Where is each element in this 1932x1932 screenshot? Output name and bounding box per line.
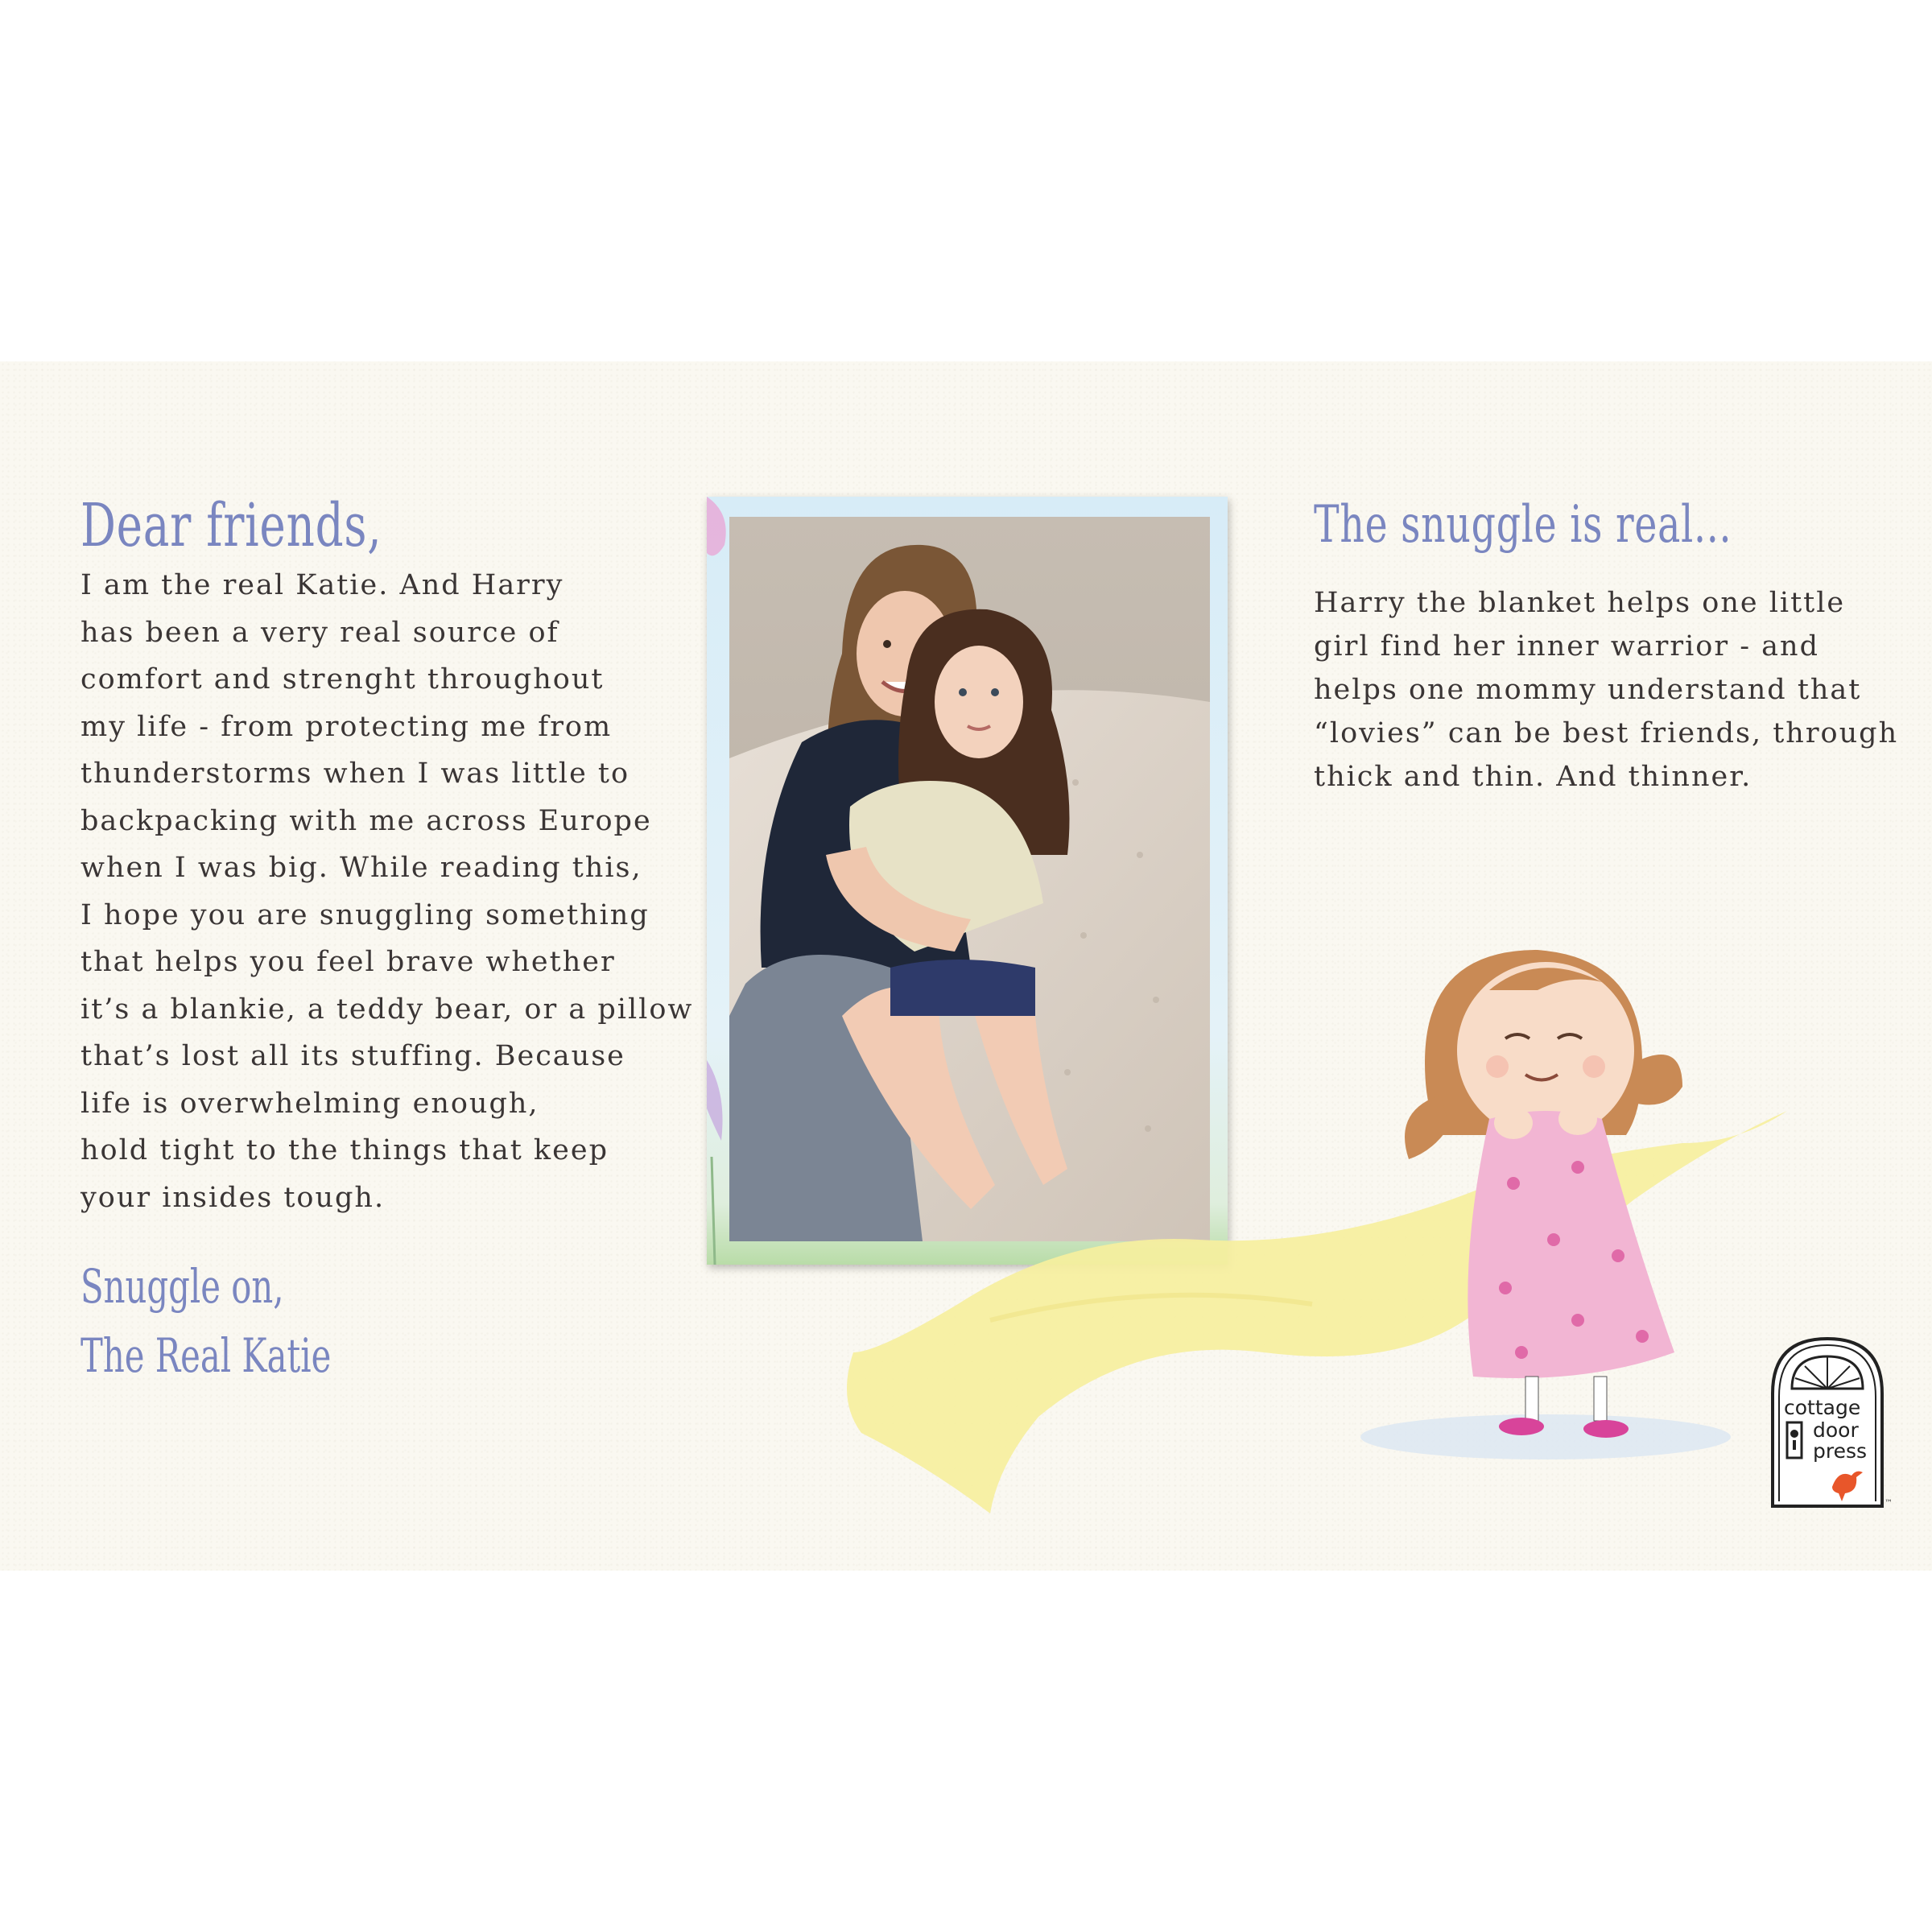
letter-line: comfort and strenght throughout <box>80 663 605 696</box>
letter-line: when I was big. While reading this, <box>80 852 642 884</box>
blurb-line: Harry the blanket helps one little <box>1314 587 1846 619</box>
cottage-door-press-logo <box>1768 1334 1887 1511</box>
letter-line: life is overwhelming enough, <box>80 1087 539 1120</box>
blurb-heading: The snuggle is real... <box>1314 495 1732 555</box>
letter-line: my life - from protecting me from <box>80 710 613 743</box>
letter-line: thunderstorms when I was little to <box>80 758 630 790</box>
logo-text-cottage: cottage <box>1784 1396 1861 1419</box>
letter-line: I hope you are snuggling something <box>80 898 650 931</box>
logo-text-press: press <box>1813 1439 1868 1463</box>
letter-line: hold tight to the things that keep <box>80 1134 609 1166</box>
letter-line: backpacking with me across Europe <box>80 804 652 837</box>
girl-with-blanket-illustration <box>829 902 1795 1530</box>
letter-line: it’s a blankie, a teddy bear, or a pillow <box>80 993 694 1026</box>
blurb-body <box>1314 581 1898 799</box>
blurb-line: helps one mommy understand that <box>1314 674 1862 706</box>
blurb-line: girl find her inner warrior - and <box>1314 630 1819 663</box>
logo-text-door: door <box>1813 1418 1859 1442</box>
blurb-line: “lovies” can be best friends, through <box>1314 717 1899 749</box>
signoff-signature: The Real Katie <box>80 1328 332 1383</box>
letter-heading: Dear friends, <box>80 491 382 560</box>
trademark-symbol: ™ <box>1885 1499 1893 1508</box>
letter-signoff <box>80 1252 331 1390</box>
letter-body <box>80 562 694 1221</box>
letter-line: that’s lost all its stuffing. Because <box>80 1040 625 1072</box>
letter-line: that helps you feel brave whether <box>80 946 616 978</box>
signoff-line: Snuggle on, <box>80 1259 284 1314</box>
blurb-line: thick and thin. And thinner. <box>1314 761 1752 793</box>
letter-line: your insides tough. <box>80 1181 386 1214</box>
letter-line: has been a very real source of <box>80 616 559 649</box>
letter-line: I am the real Katie. And Harry <box>80 569 564 601</box>
